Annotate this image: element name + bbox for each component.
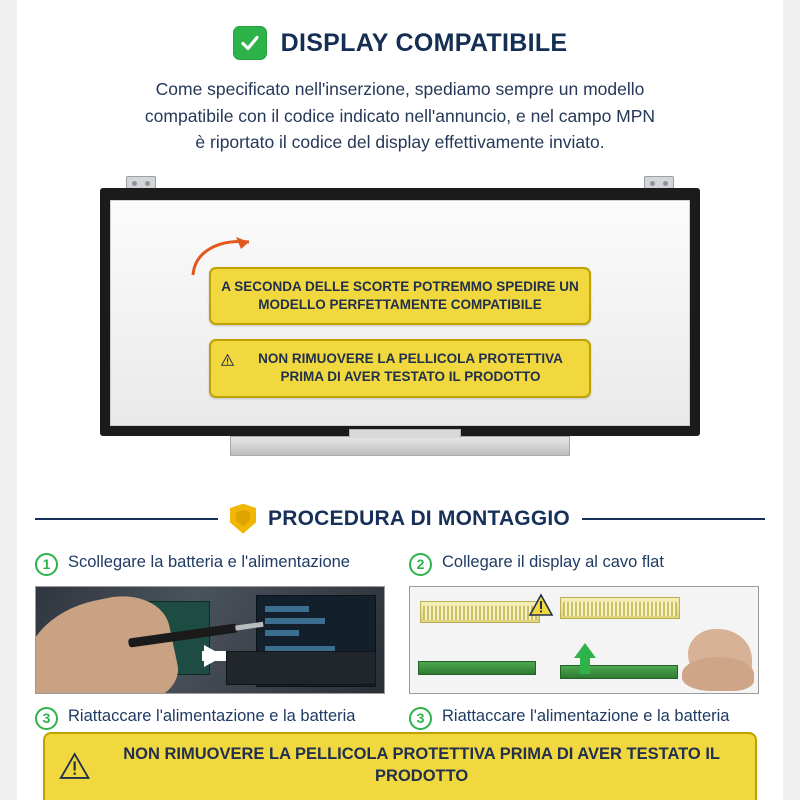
flat-cable-connector-photo [409, 586, 759, 694]
finger-shape [682, 657, 754, 691]
shield-icon [230, 504, 256, 534]
section-title: PROCEDURA DI MONTAGGIO [268, 506, 570, 530]
white-arrow-icon [204, 645, 224, 667]
connector-shape [560, 597, 680, 619]
step-text: Riattaccare l'alimentazione e la batteria [68, 706, 356, 725]
connector-shape [420, 601, 540, 623]
left-margin [0, 0, 17, 800]
flat-cable-shape [418, 661, 536, 675]
step-text: Riattaccare l'alimentazione e la batteria [442, 706, 730, 725]
flat-cable-shape [560, 665, 678, 679]
step-number: 2 [409, 553, 432, 576]
divider-left [35, 518, 218, 520]
step-item [409, 706, 759, 730]
warning-triangle-icon [528, 593, 554, 617]
step-number: 1 [35, 553, 58, 576]
warning-triangle-icon [221, 350, 234, 370]
step-item [409, 552, 759, 576]
step-text: Scollegare la batteria e l'alimentazione [68, 552, 350, 571]
bottom-warning-banner [43, 732, 757, 800]
up-arrow-icon [574, 643, 596, 658]
divider-right [582, 518, 765, 520]
warning-triangle-icon [59, 751, 90, 781]
film-note-text: NON RIMUOVERE LA PELLICOLA PROTETTIVA PRIMA DI AVER TESTATO IL PRODOTTO [258, 351, 563, 385]
check-square-icon [233, 26, 267, 60]
laptop-internals-photo [35, 586, 385, 694]
content-area [17, 0, 783, 800]
stock-note-box [209, 267, 591, 325]
steps-column-left [35, 552, 385, 730]
curved-arrow-icon [189, 235, 259, 277]
step-item [35, 706, 385, 730]
page-title: DISPLAY COMPATIBILE [280, 28, 568, 57]
film-note-box [209, 339, 591, 397]
bottom-warning-text: NON RIMUOVERE LA PELLICOLA PROTETTIVA PRIMA DI AVER TESTATO IL PRODOTTO [123, 745, 721, 786]
steps-grid [35, 552, 765, 730]
right-margin [783, 0, 800, 800]
display-panel-illustration [100, 176, 700, 476]
intro-paragraph: Come specificato nell'inserzione, spediamo sempre un modello compatibile con il codice indicato nell'annuncio, e nel campo MPN è riportato il codice del display effettivamente inviato. [144, 79, 656, 153]
lcd-screen-surface [110, 200, 690, 426]
step-number: 3 [409, 707, 432, 730]
header [17, 0, 783, 60]
step-item [35, 552, 385, 576]
mounting-section-header [35, 504, 765, 534]
battery-shape [226, 651, 376, 685]
panel-base [230, 436, 570, 456]
step-text: Collegare il display al cavo flat [442, 552, 664, 571]
steps-column-right [409, 552, 759, 730]
step-number: 3 [35, 707, 58, 730]
lcd-panel [100, 188, 700, 436]
stock-note-text: A SECONDA DELLE SCORTE POTREMMO SPEDIRE UN MODELLO PERFETTAMENTE COMPATIBILE [221, 278, 579, 312]
